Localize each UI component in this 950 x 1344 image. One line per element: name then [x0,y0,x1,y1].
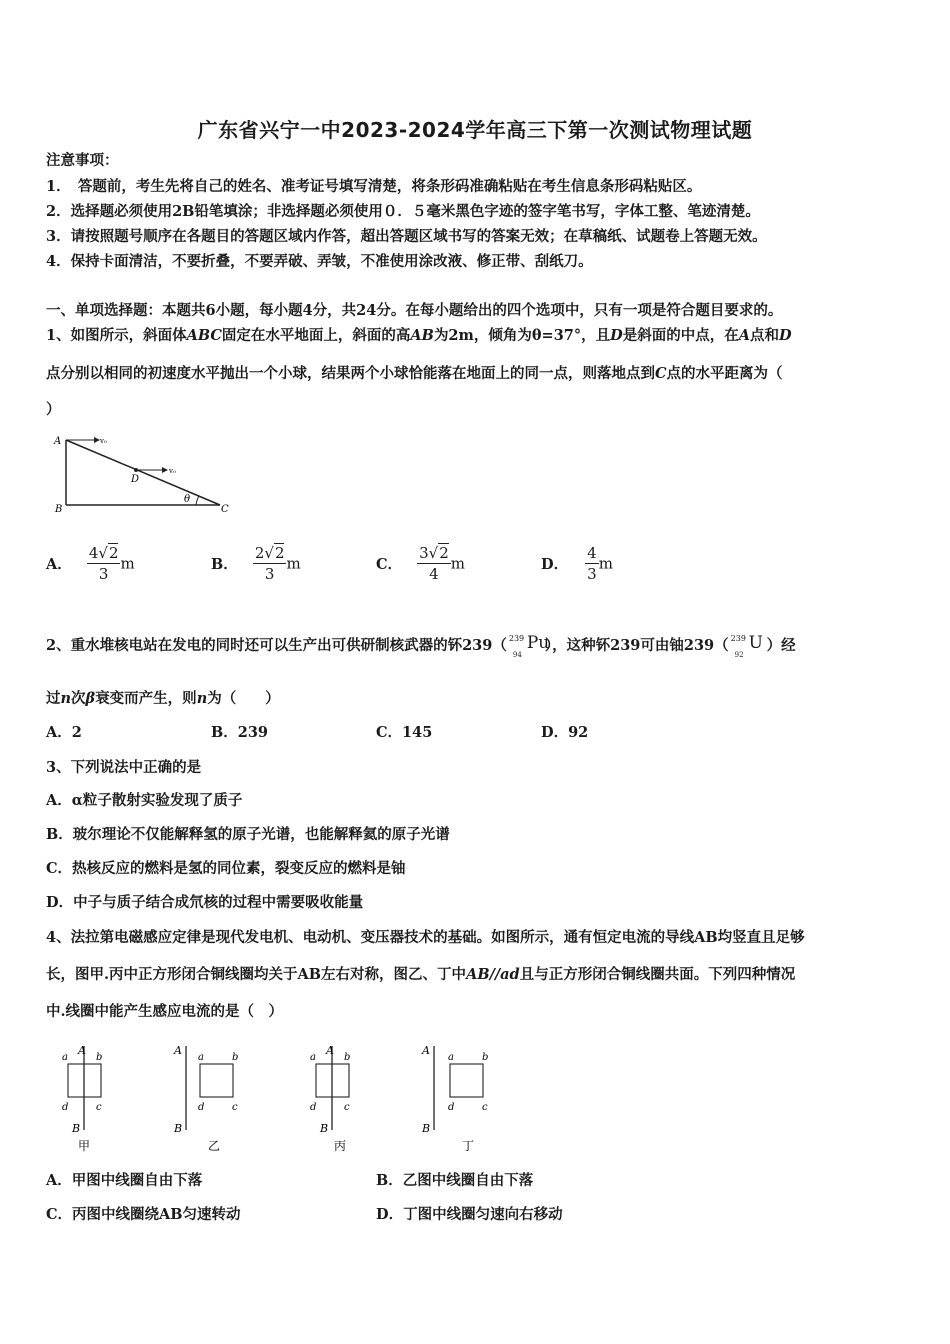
q1-option-a[interactable]: A． $\frac{4√2}{3}$ m [46,544,135,583]
notice-heading: 注意事项： [46,152,119,169]
q4-option-d[interactable]: D．丁图中线圈匀速向右移动 [376,1206,563,1223]
notice-item-3: 3．请按照题号顺序在各题目的答题区域内作答，超出答题区域书写的答案无效；在草稿纸、试题卷上答题无效。 [46,228,767,245]
pu-nuclide: 239 94 Pu [508,633,550,659]
q1-line-3: ） [46,401,61,418]
svg-text:c: c [482,1102,488,1113]
q1-line-2: 点分别以相同的初速度水平抛出一个小球，结果两个小球恰能落在地面上的同一点，则落地点到C点的水平距离为（ [46,365,783,382]
q4-line-3: 中.线圈中能产生感应电流的是（ ） [46,1003,284,1020]
q4-option-b[interactable]: B．乙图中线圈自由下落 [376,1172,534,1189]
svg-text:a: a [448,1052,454,1063]
q4-option-c[interactable]: C．丙图中线圈绕AB匀速转动 [46,1206,241,1223]
svg-text:d: d [198,1102,205,1113]
q1-incline-figure [50,430,240,520]
q1-line-1: 1、如图所示，斜面体ABC固定在水平地面上，斜面的高AB为2m，倾角为θ=37°，且D是斜面的中点，在A点和D [46,327,792,344]
svg-text:d: d [448,1102,455,1113]
svg-text:A: A [422,1044,430,1057]
svg-text:丙: 丙 [334,1139,347,1153]
svg-text:a: a [198,1052,204,1063]
svg-text:d: d [62,1102,69,1113]
svg-text:乙: 乙 [208,1139,221,1153]
section-heading: 一、单项选择题：本题共6小题，每小题4分，共24分。在每小题给出的四个选项中，只有一项是符合题目要求的。 [46,302,783,319]
q2-option-b[interactable]: B．239 [211,724,269,741]
q4-fig-yi [173,1044,238,1153]
svg-text:c: c [232,1102,238,1113]
q2-option-c[interactable]: C．145 [376,724,433,741]
svg-text:A: A [78,1044,86,1057]
q4-fig-bing [310,1044,350,1153]
q1-option-c[interactable]: C． $\frac{3√2}{4}$ m [376,544,465,583]
q2-line-1: 2、重水堆核电站在发电的同时还可以生产出可供研制核武器的钚239（ 239 94 Pu ），这种钚239可由铀239（ 239 92 U ）经 [46,633,796,659]
svg-text:B: B [422,1122,431,1135]
q2-option-d[interactable]: D．92 [541,724,589,741]
svg-text:b: b [96,1052,103,1063]
q1-fig-label-B: B [55,504,63,515]
q1-fig-label-v0-top: v₀ [100,437,107,445]
svg-text:甲: 甲 [78,1139,91,1153]
svg-text:b: b [232,1052,239,1063]
svg-text:a: a [310,1052,316,1063]
svg-text:A: A [326,1044,334,1057]
notice-item-4: 4．保持卡面清洁，不要折叠，不要弄破、弄皱，不准使用涂改液、修正带、刮纸刀。 [46,253,593,270]
svg-text:a: a [62,1052,68,1063]
svg-text:B: B [72,1122,81,1135]
svg-text:c: c [344,1102,350,1113]
q1-option-d[interactable]: D． $\frac{4}{3}$ m [541,544,613,583]
svg-text:b: b [344,1052,351,1063]
svg-text:d: d [310,1102,317,1113]
q3-option-a[interactable]: A．α粒子散射实验发现了质子 [46,792,243,809]
q3-option-c[interactable]: C．热核反应的燃料是氢的同位素，裂变反应的燃料是铀 [46,860,406,877]
q1-fig-label-v0-mid: v₀ [169,467,176,475]
q4-line-1: 4、法拉第电磁感应定律是现代发电机、电动机、变压器技术的基础。如图所示，通有恒定电流的导线AB均竖直且足够 [46,929,805,946]
q4-fig-jia [62,1044,102,1153]
q4-coil-figures [56,1040,556,1158]
notice-item-2: 2．选择题必须使用2B铅笔填涂；非选择题必须使用０．５毫米黑色字迹的签字笔书写，字体工整、笔迹清楚。 [46,203,760,220]
q1-fig-label-C: C [221,504,229,515]
q2-line-2: 过n次β衰变而产生，则n为（ ） [46,690,280,707]
q1-option-b[interactable]: B． $\frac{2√2}{3}$ m [211,544,301,583]
svg-text:c: c [96,1102,102,1113]
svg-text:A: A [174,1044,182,1057]
q1-fig-label-theta: θ [184,494,191,505]
svg-text:b: b [482,1052,489,1063]
q4-line-2: 长，图甲.丙中正方形闭合铜线圈均关于AB左右对称，图乙、丁中AB//ad且与正方形闭合铜线圈共面。下列四种情况 [46,966,796,983]
q3-stem: 3、下列说法中正确的是 [46,759,202,776]
page-title: 广东省兴宁一中2023-2024学年高三下第一次测试物理试题 [197,118,753,142]
q3-option-b[interactable]: B．玻尔理论不仅能解释氢的原子光谱，也能解释氦的原子光谱 [46,826,450,843]
q4-option-a[interactable]: A．甲图中线圈自由下落 [46,1172,203,1189]
svg-text:B: B [174,1122,183,1135]
q2-option-a[interactable]: A．2 [46,724,82,741]
q1-fig-label-D: D [131,474,140,485]
svg-text:B: B [320,1122,329,1135]
svg-text:丁: 丁 [462,1139,475,1153]
q1-fig-label-A: A [54,436,62,447]
u-nuclide: 239 92 U [730,633,763,659]
notice-item-1: 1． 答题前，考生先将自己的姓名、准考证号填写清楚，将条形码准确粘贴在考生信息条形码粘贴区。 [46,178,702,195]
q4-fig-ding [421,1044,488,1153]
q3-option-d[interactable]: D．中子与质子结合成氘核的过程中需要吸收能量 [46,894,364,911]
